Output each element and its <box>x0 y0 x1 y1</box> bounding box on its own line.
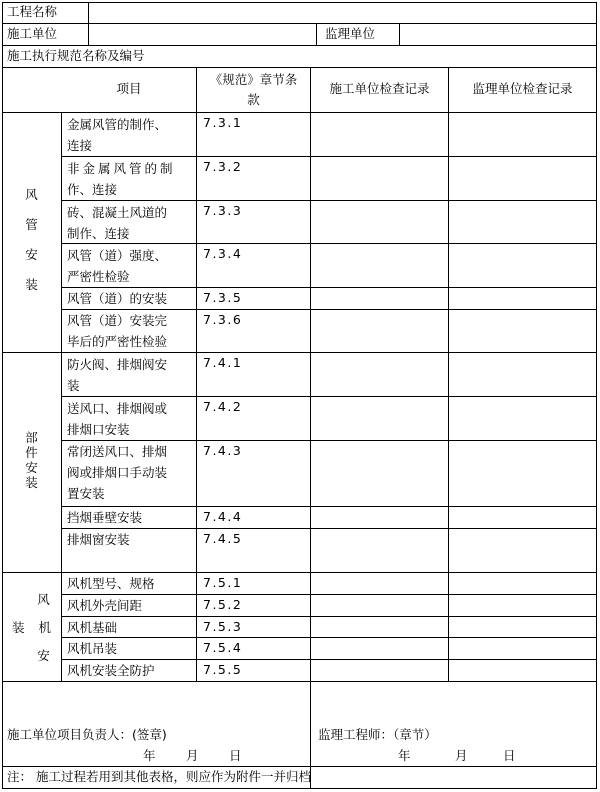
item-line: 风机基础 <box>67 620 118 635</box>
clause-header-line2: 款 <box>247 92 260 107</box>
supervision-unit-label: 监理单位 <box>325 26 376 41</box>
border-bottom <box>2 788 597 789</box>
column-header-clause <box>197 70 310 110</box>
clause-cell: 7.4.1 <box>203 355 243 370</box>
item-cell <box>67 245 167 287</box>
hline <box>2 112 597 113</box>
group-title-char: 装 <box>25 277 38 292</box>
clause-cell: 7.3.6 <box>203 312 243 327</box>
item-line: 防火阀、排烟阀安 <box>67 357 168 372</box>
vline <box>196 67 197 681</box>
clause-cell: 7.4.4 <box>203 509 243 524</box>
clause-cell: 7.5.2 <box>203 597 243 612</box>
hline <box>2 67 597 68</box>
construction-person-sign: 施工单位项目负责人：(签章) <box>7 727 167 742</box>
clause-cell: 7.3.3 <box>203 203 243 218</box>
item-line: 送风口、排烟阀或 <box>67 401 168 416</box>
group-title-fan-line2 <box>2 614 61 642</box>
group-title-char: 部 <box>25 430 38 445</box>
border-top <box>2 2 597 3</box>
item-line: 砖、混凝土风道的 <box>67 205 168 220</box>
item-cell <box>67 310 167 352</box>
hline <box>61 156 597 157</box>
item-cell <box>67 617 117 638</box>
group-title-char: 管 <box>25 217 38 232</box>
item-line: 连接 <box>67 138 93 153</box>
item-line: 常闭送风口、排烟 <box>67 444 168 459</box>
clause-cell: 7.3.2 <box>203 159 243 174</box>
group-title-char: 装 <box>25 475 38 490</box>
clause-header-line1: 《规范》章节条 <box>209 72 298 87</box>
item-cell <box>67 638 117 659</box>
sup-date-year: 年 <box>398 748 411 763</box>
hline <box>2 681 597 682</box>
item-line: 非金属风管的制 <box>67 161 176 176</box>
item-cell <box>67 114 167 156</box>
item-cell <box>67 398 167 440</box>
supervision-engineer-sign: 监理工程师：（章节） <box>318 727 437 742</box>
column-header-construction-record: 施工单位检查记录 <box>329 81 430 96</box>
item-line: 金属风管的制作、 <box>67 117 168 132</box>
group-title-char: 风 <box>25 187 38 202</box>
clause-cell: 7.3.1 <box>203 115 243 130</box>
item-line: 装 <box>67 378 80 393</box>
column-header-item: 项目 <box>116 81 142 96</box>
item-cell <box>67 595 142 616</box>
border-left <box>2 2 3 789</box>
item-line: 毕后的严密性检验 <box>67 334 168 349</box>
clause-cell: 7.5.5 <box>203 662 243 677</box>
item-line: 风机型号、规格 <box>67 576 155 591</box>
column-header-supervision-record: 监理单位检查记录 <box>472 81 573 96</box>
sup-date-day: 日 <box>503 748 516 763</box>
clause-cell: 7.4.2 <box>203 399 243 414</box>
clause-cell: 7.5.1 <box>203 575 243 590</box>
sup-date-month: 月 <box>455 748 468 763</box>
item-line: 挡烟垂壁安装 <box>67 510 143 525</box>
item-line: 严密性检验 <box>67 269 130 284</box>
project-name-label: 工程名称 <box>7 4 58 19</box>
item-line: 置安装 <box>67 486 105 501</box>
spec-label: 施工执行规范名称及编号 <box>7 48 145 63</box>
item-cell <box>67 529 130 550</box>
item-line: 作、连接 <box>67 182 118 197</box>
vline <box>88 2 89 23</box>
vline <box>88 23 89 45</box>
hline <box>61 528 597 529</box>
vline <box>448 67 449 681</box>
footnote: 注： 施工过程若用到其他表格，则应作为附件一并归档 <box>7 769 311 784</box>
clause-cell: 7.3.5 <box>203 290 243 305</box>
hline <box>2 23 597 24</box>
item-line: 风机外壳间距 <box>67 598 143 613</box>
sign-date-month: 月 <box>186 748 199 763</box>
item-cell <box>67 354 167 396</box>
clause-cell: 7.3.4 <box>203 246 243 261</box>
sign-date-year: 年 <box>143 748 156 763</box>
item-cell <box>67 202 167 244</box>
item-line: 风管（道）安装完 <box>67 313 168 328</box>
item-cell <box>67 441 167 504</box>
item-cell <box>67 158 176 200</box>
vline <box>310 67 311 788</box>
vline <box>399 23 400 45</box>
group-title-char: 安 <box>37 648 50 663</box>
clause-cell: 7.5.4 <box>203 640 243 655</box>
group-title-char: 件 <box>25 445 38 460</box>
item-line: 制作、连接 <box>67 226 130 241</box>
item-cell <box>67 288 167 309</box>
item-line: 排烟窗安装 <box>67 532 130 547</box>
group-title-char: 安 <box>25 247 38 262</box>
hline <box>61 616 597 617</box>
group-title-fan <box>2 586 61 670</box>
item-cell <box>67 507 142 528</box>
hline <box>61 200 597 201</box>
item-line: 阀或排烟口手动装 <box>67 465 168 480</box>
hline <box>2 352 597 353</box>
group-title-char: 机 <box>38 620 51 635</box>
item-line: 风管（道）的安装 <box>67 291 168 306</box>
clause-cell: 7.5.3 <box>203 619 243 634</box>
sign-date-day: 日 <box>229 748 242 763</box>
construction-unit-label: 施工单位 <box>7 26 58 41</box>
item-cell <box>67 660 155 681</box>
group-title-char: 安 <box>25 460 38 475</box>
item-line: 风管（道）强度、 <box>67 248 168 263</box>
item-line: 排烟口安装 <box>67 422 130 437</box>
group-title-char: 风 <box>37 592 50 607</box>
item-line: 风机吊装 <box>67 641 118 656</box>
clause-cell: 7.4.5 <box>203 531 243 546</box>
hline <box>61 637 597 638</box>
vline <box>316 23 317 45</box>
group-title-duct <box>2 180 61 300</box>
item-line: 风机安装全防护 <box>67 663 155 678</box>
hline <box>61 396 597 397</box>
item-cell <box>67 573 155 594</box>
group-title-parts <box>2 430 61 490</box>
clause-cell: 7.4.3 <box>203 443 243 458</box>
group-title-char: 装 <box>11 620 25 635</box>
